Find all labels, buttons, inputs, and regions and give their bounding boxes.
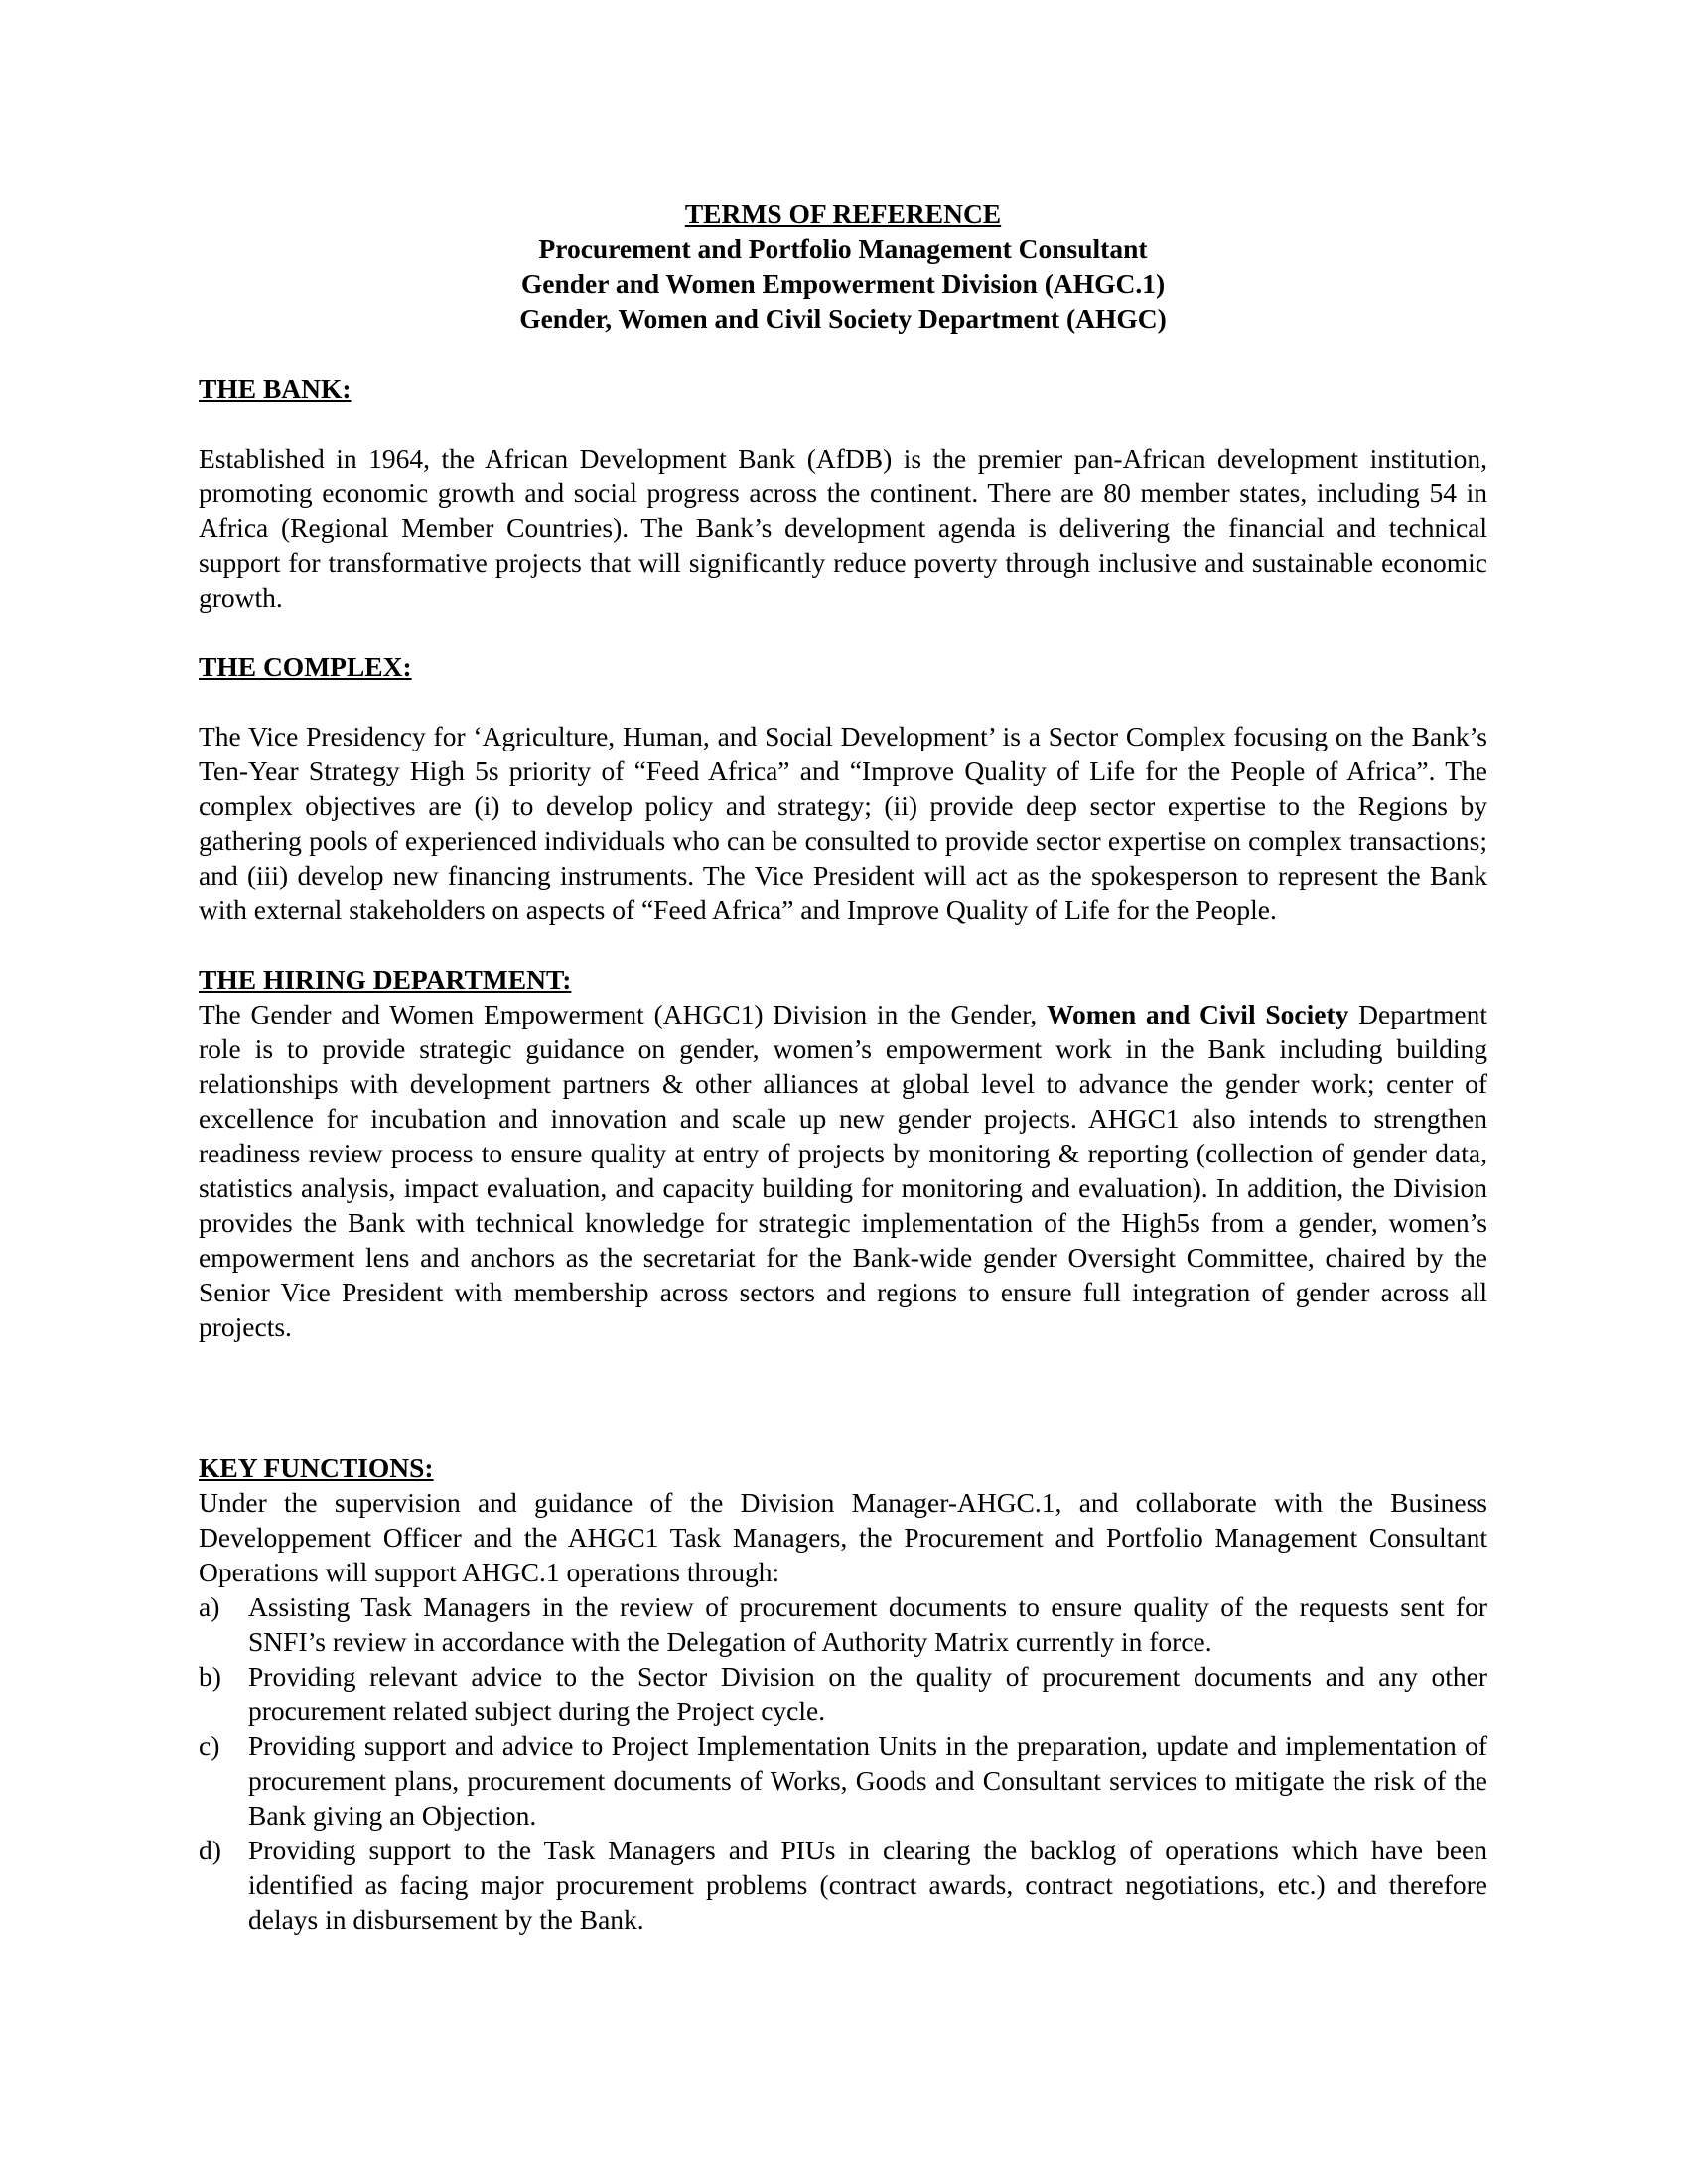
- section-heading-key-functions: KEY FUNCTIONS:: [199, 1452, 434, 1483]
- list-item-text: Assisting Task Managers in the review of procurement documents to ensure quality of the requests sent for SNFI’s review in accordance with the Delegation of Authority Matrix currently in force.: [248, 1591, 1487, 1657]
- list-item-text: Providing support and advice to Project Implementation Units in the preparation, update and implementation of procurement plans, procurement documents of Works, Goods and Consultant services to mitigate the risk of the Bank giving an Objection.: [248, 1730, 1487, 1831]
- hiring-text-part-2: Department role is to provide strategic guidance on gender, women’s empowerment work in the Bank including building relationships with development partners & other alliances at global level to advance the gender work; center of excellence for incubation and innovation and scale up new gender projects. AHGC1 also intends to strengthen readiness review process to ensure quality at entry of projects by monitoring & reporting (collection of gender data, statistics analysis, impact evaluation, and capacity building for monitoring and evaluation). In addition, the Division provides the Bank with technical knowledge for strategic implementation of the High5s from a gender, women’s empowerment lens and anchors as the secretariat for the Bank-wide gender Oversight Committee, chaired by the Senior Vice President with membership across sectors and regions to ensure full integration of gender across all projects.: [199, 999, 1487, 1342]
- section-key-functions: [199, 1450, 1487, 1937]
- list-item: [199, 1833, 1487, 1937]
- hiring-text-part-1: The Gender and Women Empowerment (AHGC1) Division in the Gender,: [199, 999, 1047, 1029]
- key-functions-list: [199, 1589, 1487, 1937]
- list-item: [199, 1728, 1487, 1833]
- section-heading-the-complex: THE COMPLEX:: [199, 651, 412, 682]
- section-intro-key-functions: Under the supervision and guidance of the Division Manager-AHGC.1, and collaborate with the Business Developpement Officer and the AHGC1 Task Managers, the Procurement and Portfolio Management Consultant Operations will support AHGC.1 operations through:: [199, 1487, 1487, 1587]
- list-item-marker: a): [199, 1591, 220, 1622]
- list-item-marker: d): [199, 1835, 221, 1865]
- list-item-text: Providing relevant advice to the Sector Division on the quality of procurement documents and any other procurement related subject during the Project cycle.: [248, 1661, 1487, 1726]
- section-paragraph-the-complex: The Vice Presidency for ‘Agriculture, Human, and Social Development’ is a Sector Complex focusing on the Bank’s Ten-Year Strategy High 5s priority of “Feed Africa” and “Improve Quality of Life for the People of Africa”. The complex objectives are (i) to develop policy and strategy; (ii) provide deep sector expertise to the Regions by gathering pools of experienced individuals who can be consulted to provide sector expertise on complex transactions; and (iii) develop new financing instruments. The Vice President will act as the spokesperson to represent the Bank with external stakeholders on aspects of “Feed Africa” and Improve Quality of Life for the People.: [199, 721, 1487, 925]
- section-the-complex: [199, 649, 1487, 927]
- list-item-marker: b): [199, 1661, 221, 1692]
- section-the-bank: [199, 371, 1487, 614]
- section-paragraph-the-bank: Established in 1964, the African Development Bank (AfDB) is the premier pan-African development institution, promoting economic growth and social progress across the continent. There are 80 member states, including 54 in Africa (Regional Member Countries). The Bank’s development agenda is delivering the financial and technical support for transformative projects that will significantly reduce poverty through inclusive and sustainable economic growth.: [199, 443, 1487, 613]
- section-paragraph-hiring-department: [199, 997, 1487, 1344]
- division-title: Gender and Women Empowerment Division (AHGC.1): [520, 268, 1166, 299]
- hiring-text-bold: Women and Civil Society: [1046, 999, 1349, 1029]
- position-title: Procurement and Portfolio Management Consultant: [538, 233, 1148, 264]
- list-item: [199, 1589, 1487, 1659]
- document-title: TERMS OF REFERENCE: [684, 199, 1002, 229]
- list-item: [199, 1659, 1487, 1728]
- section-heading-the-bank: THE BANK:: [199, 373, 352, 404]
- blank-space: [199, 1344, 1487, 1450]
- list-item-marker: c): [199, 1730, 220, 1761]
- document-title-block: [199, 197, 1487, 336]
- department-title: Gender, Women and Civil Society Department (AHGC): [519, 303, 1167, 334]
- section-hiring-department: [199, 962, 1487, 1344]
- document-page: [199, 197, 1487, 1937]
- section-heading-hiring-department: THE HIRING DEPARTMENT:: [199, 964, 572, 995]
- list-item-text: Providing support to the Task Managers and PIUs in clearing the backlog of operations which have been identified as facing major procurement problems (contract awards, contract negotiations, etc.) and therefore delays in disbursement by the Bank.: [248, 1835, 1487, 1935]
